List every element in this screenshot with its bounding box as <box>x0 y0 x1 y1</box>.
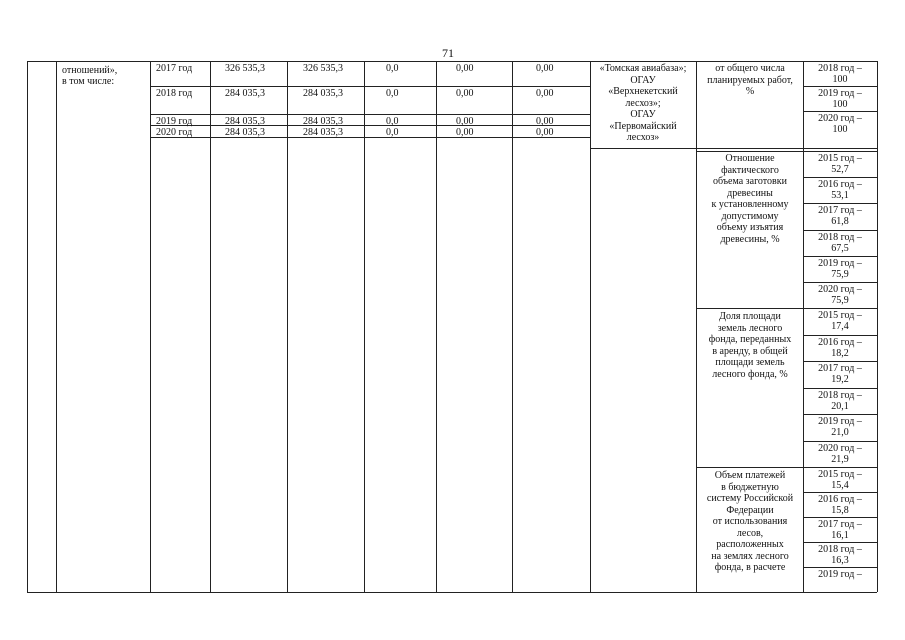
value-cell-divider <box>803 441 877 442</box>
funding-total: 326 535,3 <box>225 63 265 74</box>
funding-local-budget: 0,00 <box>456 88 474 99</box>
funding-row-divider <box>150 137 590 138</box>
indicator-value-year: 2016 год – <box>818 179 862 191</box>
indicator-name-line: в бюджетную <box>721 481 779 493</box>
funding-regional-budget: 284 035,3 <box>303 127 343 138</box>
indicator-value-year: 2016 год – <box>818 494 862 505</box>
indicator-name-line: древесины, % <box>720 233 780 245</box>
row-label-line: отношений», <box>62 65 118 76</box>
indicator-value: 75,9 <box>831 294 849 306</box>
executor-line: «Томская авиабаза»; <box>599 63 687 74</box>
indicator-value-year: 2020 год – <box>818 283 862 295</box>
indicator-value-year: 2017 год – <box>818 519 862 530</box>
funding-total: 284 035,3 <box>225 116 265 127</box>
value-cell-divider <box>803 361 877 362</box>
column-divider <box>364 61 365 592</box>
column-divider <box>27 61 28 592</box>
funding-extra-budget: 0,00 <box>536 127 554 138</box>
value-cell-divider <box>803 414 877 415</box>
indicator-value: 67,5 <box>831 242 849 254</box>
table-bottom-border <box>27 592 877 593</box>
indicator-value: 18,2 <box>831 347 849 359</box>
indicator-value-year: 2015 год – <box>818 469 862 480</box>
indicator-name-line: % <box>745 86 755 97</box>
indicator-value: 100 <box>832 74 848 85</box>
funding-extra-budget: 0,00 <box>536 63 554 74</box>
funding-row-divider <box>150 114 590 115</box>
indicator-name-line: Отношение <box>725 153 775 164</box>
indicator-value-year: 2019 год – <box>818 569 862 580</box>
indicator-name-line: систему Российской <box>706 493 794 504</box>
funding-federal-budget: 0,0 <box>386 127 399 138</box>
funding-regional-budget: 284 035,3 <box>303 116 343 127</box>
indicator-value: 15,8 <box>831 505 849 516</box>
indicator-value: 53,1 <box>831 190 849 202</box>
indicator-name-line: в аренду, в общей <box>712 345 788 357</box>
value-cell-divider <box>803 203 877 204</box>
indicator-name-line: на землях лесного <box>711 550 789 562</box>
indicator-name-line: планируемых работ, <box>707 74 793 86</box>
indicator-value-year: 2020 год – <box>818 442 862 454</box>
indicator-divider <box>696 308 877 309</box>
value-cell-divider <box>803 567 877 568</box>
funding-local-budget: 0,00 <box>456 63 474 74</box>
indicator-value-year: 2017 год – <box>818 363 862 374</box>
table-top-border <box>27 61 877 62</box>
value-cell-divider <box>803 517 877 518</box>
indicator-name-line: допустимому <box>721 210 779 222</box>
funding-regional-budget: 284 035,3 <box>303 88 343 99</box>
indicator-value: 20,1 <box>831 400 849 412</box>
executor-line: ОГАУ <box>630 74 656 86</box>
indicator-name-line: земель лесного <box>717 322 783 334</box>
executor-line: «Верхнекетский <box>608 86 678 97</box>
indicator-value-year: 2015 год – <box>818 310 862 321</box>
funding-extra-budget: 0,00 <box>536 116 554 127</box>
value-cell-divider <box>803 177 877 178</box>
indicator-divider <box>696 467 877 468</box>
indicator-value-year: 2018 год – <box>818 63 862 74</box>
indicator-name-line: Объем платежей <box>714 470 786 481</box>
indicator-value-year: 2018 год – <box>818 544 862 555</box>
indicator-value: 52,7 <box>831 164 849 175</box>
funding-federal-budget: 0,0 <box>386 88 399 99</box>
indicator-value-year: 2015 год – <box>818 153 862 164</box>
funding-row-divider <box>150 86 590 87</box>
indicator-value-year: 2019 год – <box>818 416 862 427</box>
row-label-line: в том числе: <box>62 76 115 87</box>
indicator-name-line: площади земель <box>715 357 785 368</box>
executor-line: лесхоз» <box>626 132 660 143</box>
indicator-name-line: лесного фонда, % <box>712 368 788 380</box>
indicator-value-year: 2019 год – <box>818 88 862 99</box>
column-divider <box>210 61 211 592</box>
column-divider <box>696 61 697 592</box>
value-cell-divider <box>803 111 877 112</box>
value-cell-divider <box>803 230 877 231</box>
indicator-divider <box>696 151 877 152</box>
indicator-value-year: 2019 год – <box>818 257 862 269</box>
column-divider <box>150 61 151 592</box>
funding-federal-budget: 0,0 <box>386 116 399 127</box>
value-cell-divider <box>803 282 877 283</box>
indicator-name-line: объема заготовки <box>713 176 787 187</box>
indicator-name-line: фонда, в расчете <box>714 562 786 573</box>
indicator-name-line: фонда, переданных <box>708 334 792 345</box>
funding-local-budget: 0,00 <box>456 127 474 138</box>
executor-line: лесхоз»; <box>625 97 661 109</box>
value-cell-divider <box>803 335 877 336</box>
value-cell-divider <box>803 388 877 389</box>
indicator-value-year: 2016 год – <box>818 336 862 348</box>
indicator-name-line: от использования <box>712 516 788 527</box>
funding-year: 2018 год <box>156 88 193 99</box>
funding-row-divider <box>150 125 590 126</box>
indicator-value: 15,4 <box>831 480 849 491</box>
funding-total: 284 035,3 <box>225 127 265 138</box>
indicator-value-year: 2017 год – <box>818 205 862 217</box>
value-cell-divider <box>803 492 877 493</box>
executor-line: «Первомайский <box>609 120 677 132</box>
value-cell-divider <box>803 542 877 543</box>
indicator-value: 19,2 <box>831 374 849 385</box>
column-divider <box>56 61 57 592</box>
indicator-value: 100 <box>832 99 848 110</box>
funding-extra-budget: 0,00 <box>536 88 554 99</box>
funding-year: 2020 год <box>156 127 193 138</box>
funding-year: 2017 год <box>156 63 193 74</box>
value-cell-divider <box>803 86 877 87</box>
indicator-value: 21,9 <box>831 453 849 465</box>
funding-total: 284 035,3 <box>225 88 265 99</box>
indicator-name-line: объему изъятия <box>716 222 784 233</box>
indicator-name-line: фактического <box>721 164 779 176</box>
indicator-name-line: расположенных <box>716 539 784 550</box>
indicator-value: 17,4 <box>831 321 849 332</box>
executor-line: ОГАУ <box>630 109 656 120</box>
column-divider <box>436 61 437 592</box>
page-number: 71 <box>442 46 454 60</box>
value-cell-divider <box>803 256 877 257</box>
indicator-name-line: древесины <box>727 187 773 199</box>
indicator-value: 100 <box>832 124 848 135</box>
column-divider <box>512 61 513 592</box>
funding-regional-budget: 326 535,3 <box>303 63 343 74</box>
funding-federal-budget: 0,0 <box>386 63 399 74</box>
indicator-name-line: от общего числа <box>715 63 785 74</box>
indicator-name-line: лесов, <box>736 527 764 539</box>
indicator-name-line: к установленному <box>711 199 789 210</box>
indicator-name-line: Доля площади <box>719 311 781 322</box>
funding-local-budget: 0,00 <box>456 116 474 127</box>
indicator-name-line: Федерации <box>726 504 774 516</box>
indicator-value: 16,1 <box>831 530 849 541</box>
indicator-value-year: 2018 год – <box>818 231 862 243</box>
indicator-value: 61,8 <box>831 216 849 228</box>
indicator-divider <box>696 148 877 149</box>
indicator-value: 21,0 <box>831 427 849 438</box>
indicator-value: 16,3 <box>831 555 849 566</box>
column-divider <box>287 61 288 592</box>
column-divider <box>877 61 878 592</box>
indicator-value-year: 2020 год – <box>818 113 862 124</box>
indicator-value-year: 2018 год – <box>818 389 862 401</box>
indicator-value: 75,9 <box>831 268 849 280</box>
executor-cell-bottom <box>590 148 696 149</box>
funding-year: 2019 год <box>156 116 193 127</box>
